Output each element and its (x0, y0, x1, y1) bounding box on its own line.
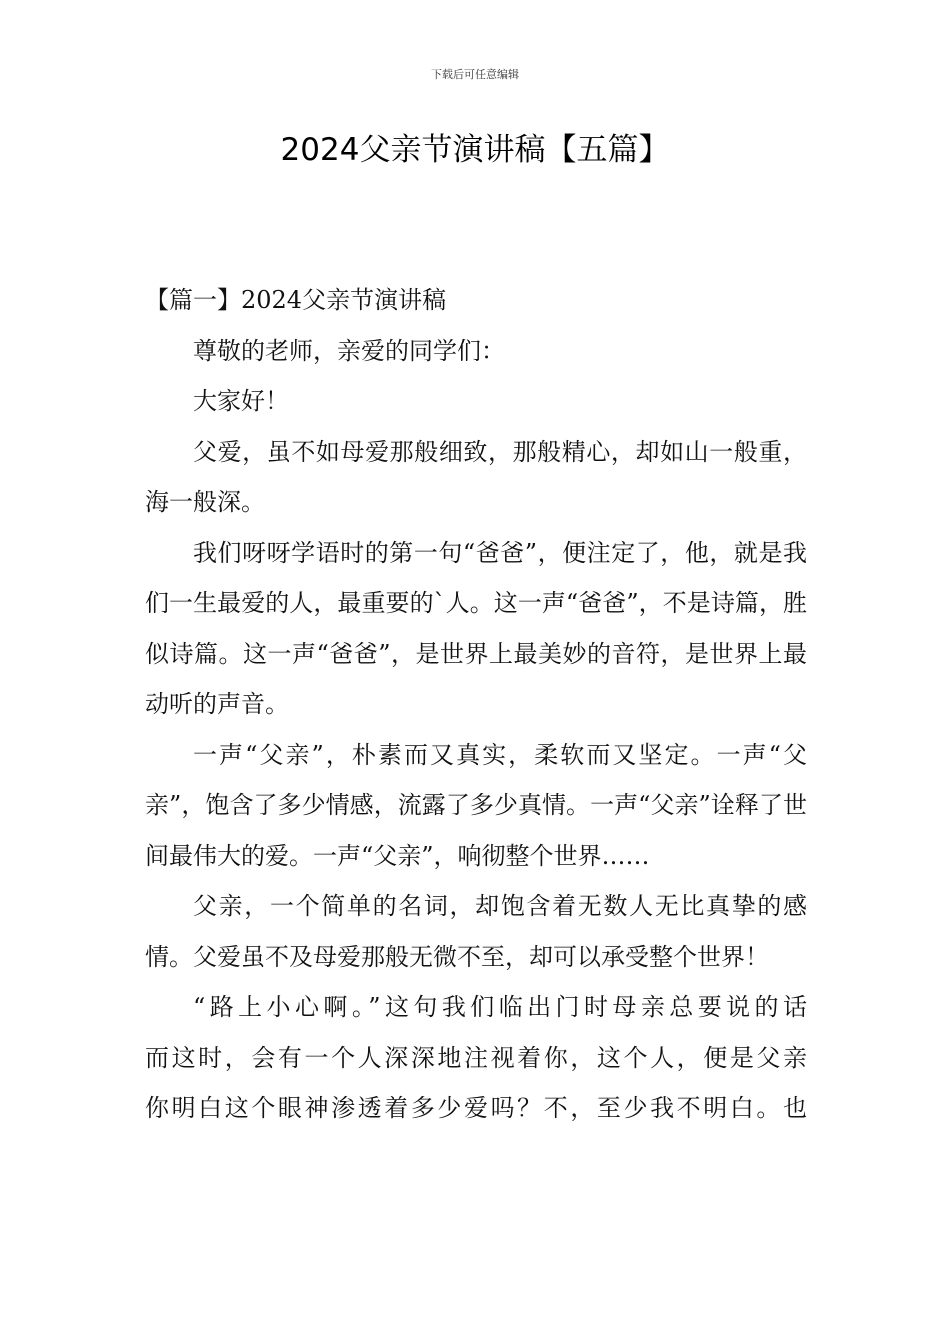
paragraph-salutation: 尊敬的老师，亲爱的同学们： (193, 336, 505, 365)
section-heading: 【篇一】2024父亲节演讲稿 (145, 286, 447, 314)
paragraph-greeting: 大家好！ (193, 387, 289, 415)
paragraph: 我们呀呀学语时的第一句“爸爸”，便注定了，他，就是我们一生最爱的人，最重要的`人。这一声“爸爸”，不是诗篇，胜似诗篇。这一声“爸爸”，是世界上最美妙的音符，是世界上最动听的声音。 (145, 538, 807, 718)
document-body (145, 275, 807, 1134)
header-note: 下载后可任意编辑 (431, 68, 519, 81)
paragraph-line: 你明白这个眼神渗透着多少爱吗？不，至少我不明白。也 (145, 1094, 807, 1122)
paragraph: 一声“父亲”，朴素而又真实，柔软而又坚定。一声“父亲”，饱含了多少情感，流露了多少真情。一声“父亲”诠释了世间最伟大的爱。一声“父亲”，响彻整个世界…… (145, 740, 807, 870)
paragraph: 父亲，一个简单的名词，却饱含着无数人无比真挚的感情。父爱虽不及母爱那般无微不至，却可以承受整个世界！ (145, 892, 807, 971)
document-title: 2024父亲节演讲稿【五篇】 (280, 132, 670, 168)
paragraph: 父爱，虽不如母爱那般细致，那般精心，却如山一般重，海一般深。 (145, 437, 807, 516)
paragraph-line: 而这时，会有一个人深深地注视着你，这个人，便是父亲 (145, 1043, 807, 1072)
paragraph-line: “路上小心啊。”这句我们临出门时母亲总要说的话 (193, 993, 807, 1021)
